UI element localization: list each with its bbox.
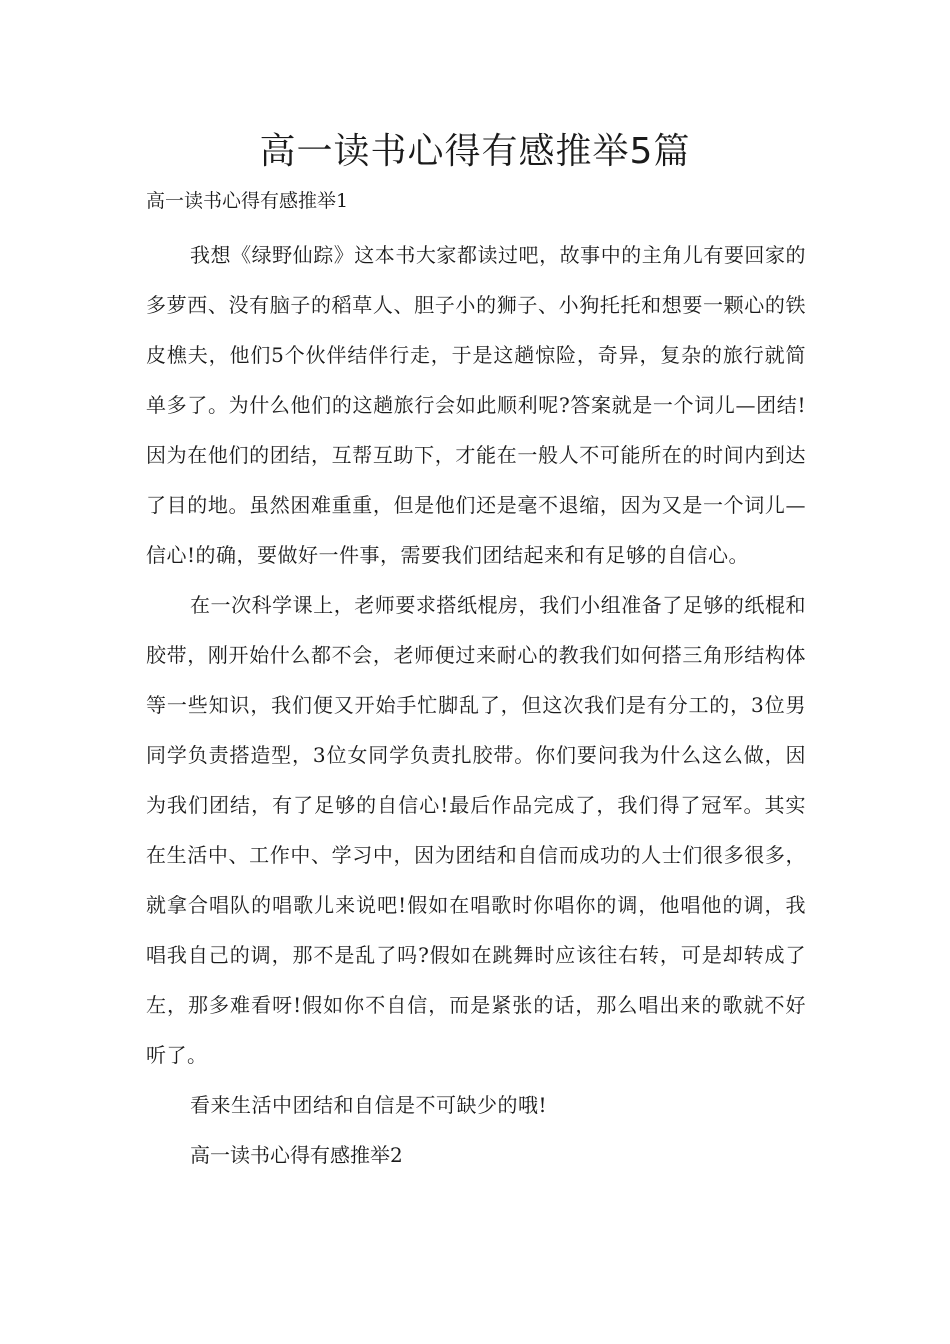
document-body [146, 180, 806, 1180]
paragraph-3: 看来生活中团结和自信是不可缺少的哦! [190, 1093, 548, 1117]
paragraph-2: 在一次科学课上，老师要求搭纸棍房，我们小组准备了足够的纸棍和胶带，刚开始什么都不会，老师便过来耐心的教我们如何搭三角形结构体等一些知识，我们便又开始手忙脚乱了，但这次我们是有分工的，3位男同学负责搭造型，3位女同学负责扎胶带。你们要问我为什么这么做，因为我们团结，有了足够的自信心!最后作品完成了，我们得了冠军。其实在生活中、工作中、学习中，因为团结和自信而成功的人士们很多很多，就拿合唱队的唱歌儿来说吧!假如在唱歌时你唱你的调，他唱他的调，我唱我自己的调，那不是乱了吗?假如在跳舞时应该往右转，可是却转成了左，那多难看呀!假如你不自信，而是紧张的话，那么唱出来的歌就不好听了。 [146, 593, 806, 1067]
section-heading-2: 高一读书心得有感推举2 [190, 1143, 403, 1167]
document-title: 高一读书心得有感推举5篇 [259, 131, 691, 172]
section-heading-1: 高一读书心得有感推举1 [146, 190, 349, 212]
paragraph-1: 我想《绿野仙踪》这本书大家都读过吧，故事中的主角儿有要回家的多萝西、没有脑子的稻草人、胆子小的狮子、小狗托托和想要一颗心的铁皮樵夫，他们5个伙伴结伴行走，于是这趟惊险，奇异，复杂的旅行就简单多了。为什么他们的这趟旅行会如此顺利呢?答案就是一个词儿—团结!因为在他们的团结，互帮互助下，才能在一般人不可能所在的时间内到达了目的地。虽然困难重重，但是他们还是毫不退缩，因为又是一个词儿—信心!的确，要做好一件事，需要我们团结起来和有足够的自信心。 [146, 243, 806, 567]
